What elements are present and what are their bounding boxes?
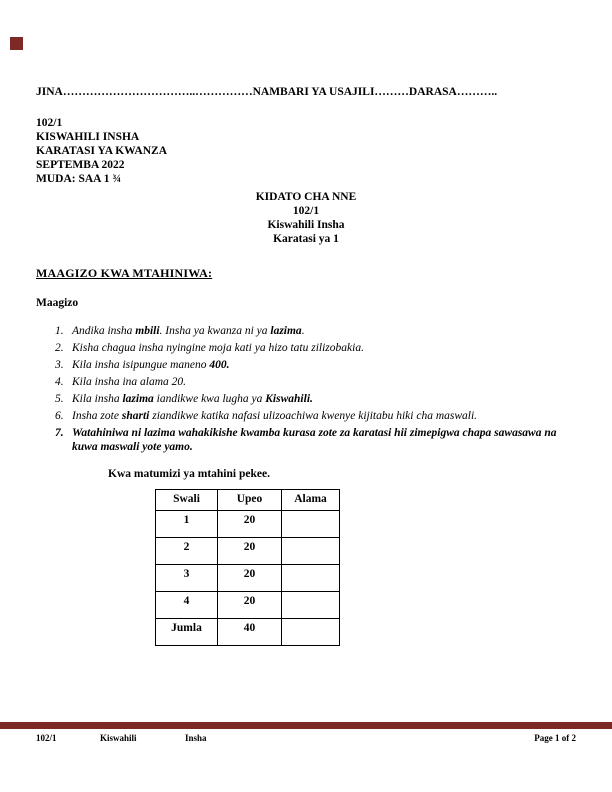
examiner-table-row bbox=[156, 538, 340, 565]
instruction-number: 6. bbox=[55, 410, 64, 422]
examiner-table-cell: 2 bbox=[156, 538, 218, 565]
instruction-item bbox=[55, 341, 567, 355]
instruction-text: Kila insha isipungue maneno 400. bbox=[72, 359, 230, 371]
exam-duration: MUDA: SAA 1 ¾ bbox=[36, 173, 121, 185]
examiner-table-cell: 20 bbox=[218, 511, 282, 538]
instruction-item bbox=[55, 426, 567, 454]
examiner-table-body bbox=[156, 511, 340, 646]
examiner-table-cell: 20 bbox=[218, 538, 282, 565]
instruction-number: 5. bbox=[55, 393, 64, 405]
instruction-number: 4. bbox=[55, 376, 64, 388]
instruction-text: Insha zote sharti ziandikwe katika nafasi ulizoachiwa kwenye kijitabu hiki cha maswali. bbox=[72, 410, 478, 422]
instruction-number: 1. bbox=[55, 325, 64, 337]
examiner-table-cell: 1 bbox=[156, 511, 218, 538]
examiner-table-header-cell: Alama bbox=[282, 490, 340, 511]
examiner-table-row bbox=[156, 511, 340, 538]
page-footer bbox=[36, 733, 576, 747]
examiner-table-row bbox=[156, 592, 340, 619]
name-registration-line: JINA……………………………..……………NAMBARI YA USAJILI………DARASA……….. bbox=[36, 86, 498, 98]
footer-paper-code: 102/1 bbox=[36, 733, 57, 743]
instructions-list bbox=[55, 324, 567, 457]
instruction-number: 7. bbox=[55, 427, 64, 439]
footer-subject: Kiswahili bbox=[100, 733, 137, 743]
examiner-table-cell: Jumla bbox=[156, 619, 218, 646]
examiner-table-header-cell: Swali bbox=[156, 490, 218, 511]
title-paper-code: 102/1 bbox=[292, 205, 320, 217]
title-subject: Kiswahili Insha bbox=[267, 219, 345, 231]
subject-title: KISWAHILI INSHA bbox=[36, 131, 140, 143]
instruction-item bbox=[55, 409, 567, 423]
instruction-item bbox=[55, 358, 567, 372]
exam-title-block bbox=[0, 190, 612, 246]
examiner-table-cell bbox=[282, 619, 340, 646]
instruction-text: Watahiniwa ni lazima wahakikishe kwamba kurasa zote za karatasi hii zimepigwa chapa sawasawa na kuwa maswali yote yamo. bbox=[72, 427, 557, 453]
instruction-item bbox=[55, 375, 567, 389]
examiner-table-caption: Kwa matumizi ya mtahini pekee. bbox=[108, 468, 270, 480]
paper-code: 102/1 bbox=[36, 117, 63, 129]
instruction-item bbox=[55, 324, 567, 338]
paper-number: KARATASI YA KWANZA bbox=[36, 145, 167, 157]
title-paper-number: Karatasi ya 1 bbox=[273, 233, 339, 245]
examiner-table-row bbox=[156, 565, 340, 592]
instruction-text: Kila insha ina alama 20. bbox=[72, 376, 187, 388]
examiner-table-header-row bbox=[156, 490, 340, 511]
examiner-table-cell: 4 bbox=[156, 592, 218, 619]
examiner-table-cell: 3 bbox=[156, 565, 218, 592]
footer-paper-type: Insha bbox=[185, 733, 207, 743]
footer-accent-bar bbox=[0, 722, 612, 729]
examiner-table-header-cell: Upeo bbox=[218, 490, 282, 511]
examiner-table-cell bbox=[282, 511, 340, 538]
examiner-table-cell bbox=[282, 538, 340, 565]
corner-accent-square bbox=[10, 37, 23, 50]
instruction-text: Kisha chagua insha nyingine moja kati ya hizo tatu zilizobakia. bbox=[72, 342, 364, 354]
instruction-number: 2. bbox=[55, 342, 64, 354]
examiner-table-cell: 40 bbox=[218, 619, 282, 646]
instruction-item bbox=[55, 392, 567, 406]
examiner-table-cell bbox=[282, 592, 340, 619]
form-title: KIDATO CHA NNE bbox=[255, 191, 357, 203]
exam-date: SEPTEMBA 2022 bbox=[36, 159, 125, 171]
instruction-text: Kila insha lazima iandikwe kwa lugha ya Kiswahili. bbox=[72, 393, 313, 405]
instructions-heading: MAAGIZO KWA MTAHINIWA: bbox=[36, 266, 213, 280]
instruction-number: 3. bbox=[55, 359, 64, 371]
examiner-table-cell bbox=[282, 565, 340, 592]
examiner-table bbox=[155, 489, 340, 646]
examiner-table-row bbox=[156, 619, 340, 646]
footer-page-number: Page 1 of 2 bbox=[534, 733, 576, 743]
instructions-subheading: Maagizo bbox=[36, 297, 79, 309]
instruction-text: Andika insha mbili. Insha ya kwanza ni ya lazima. bbox=[72, 325, 305, 337]
examiner-table-cell: 20 bbox=[218, 565, 282, 592]
paper-info-block bbox=[36, 116, 167, 186]
examiner-table-cell: 20 bbox=[218, 592, 282, 619]
